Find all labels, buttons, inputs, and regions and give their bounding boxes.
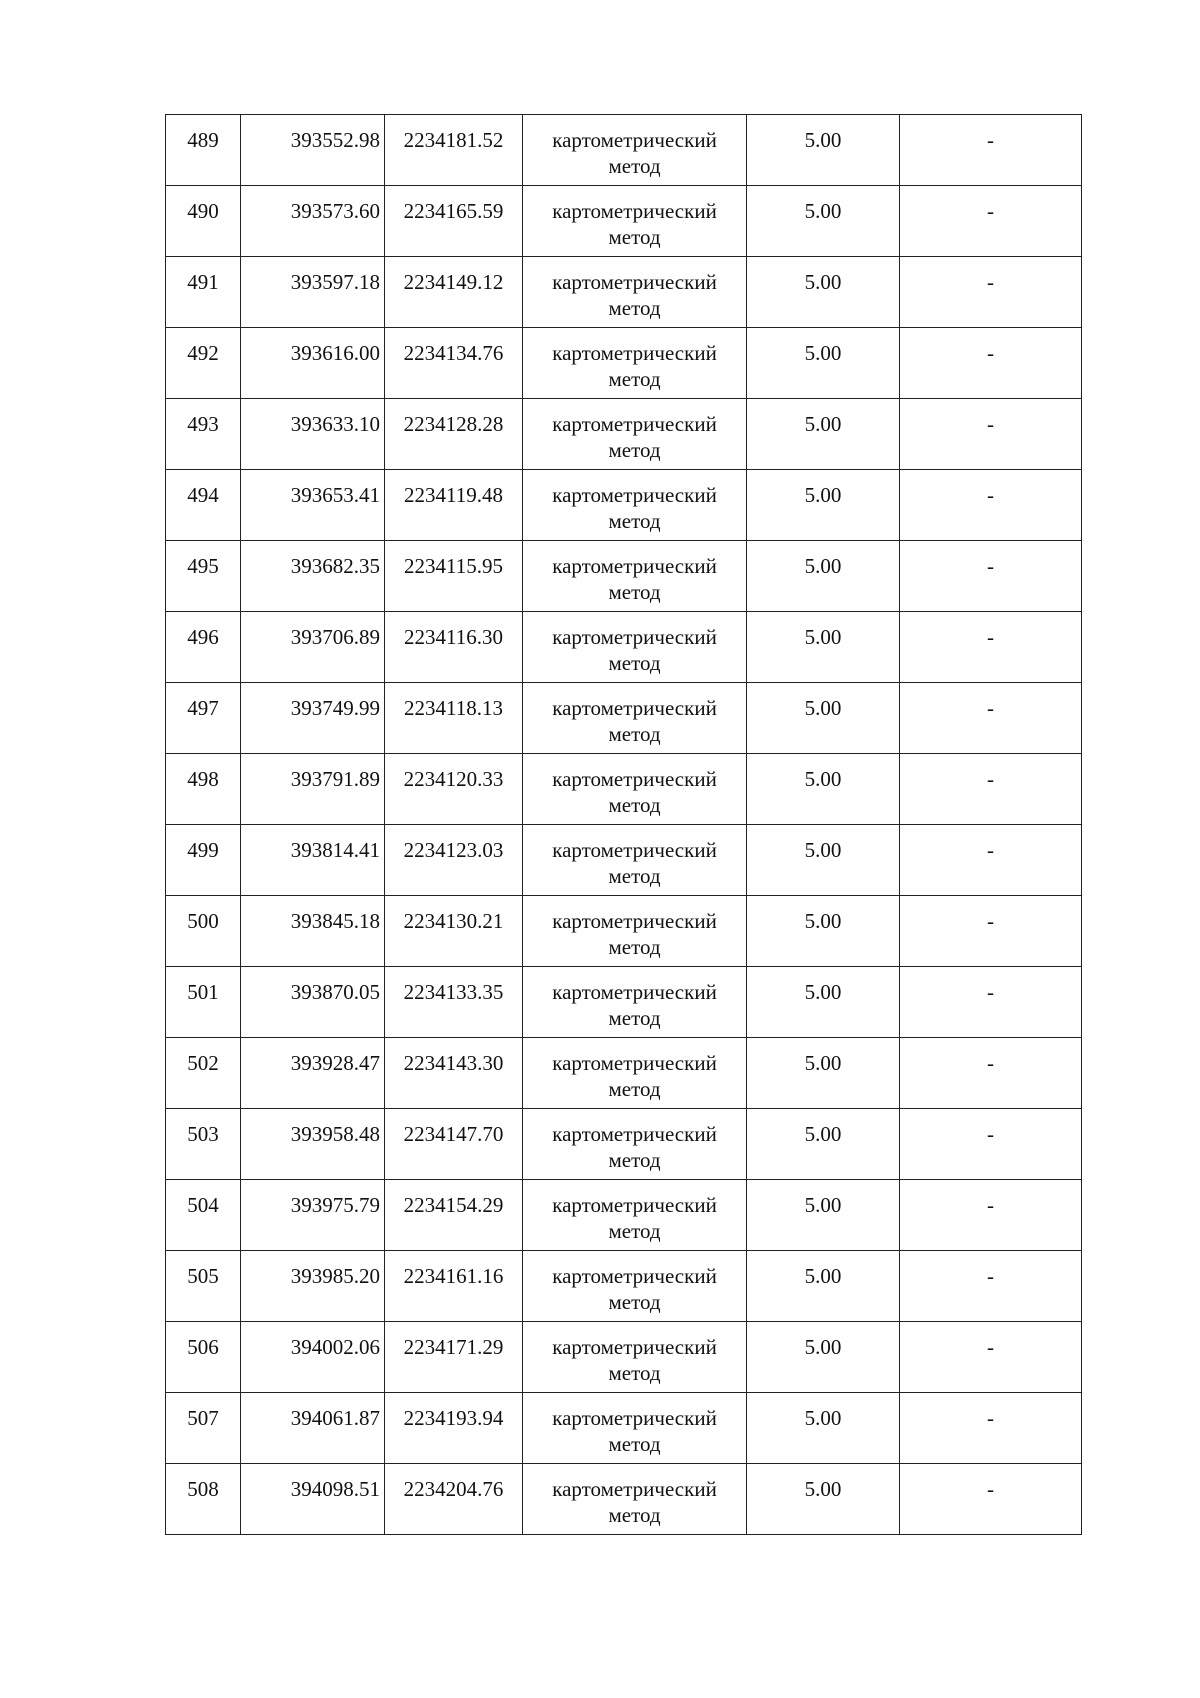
y-coordinate-cell: 2234147.70 [385,1109,523,1180]
x-coordinate-cell: 393814.41 [241,825,385,896]
note-cell: - [900,115,1082,186]
x-coordinate-cell: 393791.89 [241,754,385,825]
table-row [166,186,1082,257]
method-cell [523,257,747,328]
note-cell: - [900,683,1082,754]
x-coordinate-cell: 393975.79 [241,1180,385,1251]
x-coordinate-cell: 393870.05 [241,967,385,1038]
table-row [166,399,1082,470]
y-coordinate-cell: 2234116.30 [385,612,523,683]
method-text-line-2: метод [608,1290,661,1314]
x-coordinate-cell: 394002.06 [241,1322,385,1393]
method-text-line-2: метод [608,1432,661,1456]
y-coordinate-cell: 2234193.94 [385,1393,523,1464]
point-number-cell: 489 [166,115,241,186]
method-text-line-1: картометрический [552,909,717,933]
x-coordinate-cell: 393706.89 [241,612,385,683]
accuracy-cell: 5.00 [747,683,900,754]
table-row [166,967,1082,1038]
x-coordinate-cell: 393985.20 [241,1251,385,1322]
y-coordinate-cell: 2234171.29 [385,1322,523,1393]
note-cell: - [900,257,1082,328]
method-text-line-1: картометрический [552,696,717,720]
method-cell [523,1393,747,1464]
method-cell [523,186,747,257]
x-coordinate-cell: 393928.47 [241,1038,385,1109]
point-number-cell: 504 [166,1180,241,1251]
table-row [166,612,1082,683]
method-text-line-1: картометрический [552,1193,717,1217]
table-row [166,1109,1082,1180]
x-coordinate-cell: 393616.00 [241,328,385,399]
table-row [166,683,1082,754]
method-cell [523,896,747,967]
y-coordinate-cell: 2234118.13 [385,683,523,754]
accuracy-cell: 5.00 [747,825,900,896]
table-row [166,1251,1082,1322]
point-number-cell: 505 [166,1251,241,1322]
accuracy-cell: 5.00 [747,1322,900,1393]
accuracy-cell: 5.00 [747,470,900,541]
method-cell [523,754,747,825]
accuracy-cell: 5.00 [747,257,900,328]
note-cell: - [900,1251,1082,1322]
method-cell [523,328,747,399]
method-cell [523,115,747,186]
method-text-line-2: метод [608,438,661,462]
y-coordinate-cell: 2234123.03 [385,825,523,896]
method-text-line-1: картометрический [552,980,717,1004]
method-text-line-2: метод [608,154,661,178]
method-text-line-2: метод [608,509,661,533]
accuracy-cell: 5.00 [747,328,900,399]
point-number-cell: 506 [166,1322,241,1393]
method-text-line-2: метод [608,793,661,817]
note-cell: - [900,541,1082,612]
y-coordinate-cell: 2234115.95 [385,541,523,612]
note-cell: - [900,612,1082,683]
note-cell: - [900,967,1082,1038]
method-text-line-2: метод [608,1361,661,1385]
table-row [166,1322,1082,1393]
note-cell: - [900,1393,1082,1464]
accuracy-cell: 5.00 [747,896,900,967]
x-coordinate-cell: 393633.10 [241,399,385,470]
y-coordinate-cell: 2234120.33 [385,754,523,825]
method-text-line-1: картометрический [552,1051,717,1075]
accuracy-cell: 5.00 [747,1393,900,1464]
note-cell: - [900,1180,1082,1251]
x-coordinate-cell: 393845.18 [241,896,385,967]
table-row [166,754,1082,825]
method-text-line-1: картометрический [552,838,717,862]
x-coordinate-cell: 393749.99 [241,683,385,754]
method-text-line-2: метод [608,580,661,604]
point-number-cell: 500 [166,896,241,967]
table-row [166,541,1082,612]
x-coordinate-cell: 393653.41 [241,470,385,541]
table-row [166,1464,1082,1535]
table-row [166,1038,1082,1109]
coordinates-table-body [166,115,1082,1535]
method-text-line-1: картометрический [552,554,717,578]
method-cell [523,967,747,1038]
y-coordinate-cell: 2234204.76 [385,1464,523,1535]
table-row [166,1393,1082,1464]
note-cell: - [900,470,1082,541]
accuracy-cell: 5.00 [747,754,900,825]
point-number-cell: 502 [166,1038,241,1109]
y-coordinate-cell: 2234154.29 [385,1180,523,1251]
y-coordinate-cell: 2234149.12 [385,257,523,328]
method-text-line-1: картометрический [552,1477,717,1501]
method-text-line-2: метод [608,296,661,320]
method-text-line-2: метод [608,367,661,391]
method-text-line-1: картометрический [552,483,717,507]
method-cell [523,825,747,896]
table-row [166,470,1082,541]
accuracy-cell: 5.00 [747,612,900,683]
note-cell: - [900,825,1082,896]
point-number-cell: 494 [166,470,241,541]
method-cell [523,1109,747,1180]
method-text-line-1: картометрический [552,341,717,365]
accuracy-cell: 5.00 [747,1180,900,1251]
method-cell [523,1322,747,1393]
point-number-cell: 492 [166,328,241,399]
point-number-cell: 501 [166,967,241,1038]
x-coordinate-cell: 393682.35 [241,541,385,612]
table-row [166,257,1082,328]
method-text-line-1: картометрический [552,1264,717,1288]
method-text-line-1: картометрический [552,767,717,791]
note-cell: - [900,1109,1082,1180]
point-number-cell: 490 [166,186,241,257]
accuracy-cell: 5.00 [747,541,900,612]
method-text-line-1: картометрический [552,128,717,152]
x-coordinate-cell: 393573.60 [241,186,385,257]
note-cell: - [900,1464,1082,1535]
note-cell: - [900,186,1082,257]
y-coordinate-cell: 2234134.76 [385,328,523,399]
method-cell [523,1251,747,1322]
method-text-line-2: метод [608,1077,661,1101]
x-coordinate-cell: 393552.98 [241,115,385,186]
accuracy-cell: 5.00 [747,1038,900,1109]
point-number-cell: 503 [166,1109,241,1180]
table-row [166,896,1082,967]
x-coordinate-cell: 394098.51 [241,1464,385,1535]
x-coordinate-cell: 393597.18 [241,257,385,328]
accuracy-cell: 5.00 [747,1251,900,1322]
y-coordinate-cell: 2234143.30 [385,1038,523,1109]
method-text-line-1: картометрический [552,625,717,649]
method-text-line-1: картометрический [552,1122,717,1146]
point-number-cell: 491 [166,257,241,328]
x-coordinate-cell: 394061.87 [241,1393,385,1464]
note-cell: - [900,896,1082,967]
note-cell: - [900,754,1082,825]
method-text-line-2: метод [608,651,661,675]
accuracy-cell: 5.00 [747,1464,900,1535]
method-cell [523,399,747,470]
note-cell: - [900,1038,1082,1109]
accuracy-cell: 5.00 [747,115,900,186]
method-text-line-2: метод [608,225,661,249]
point-number-cell: 496 [166,612,241,683]
point-number-cell: 499 [166,825,241,896]
method-text-line-2: метод [608,864,661,888]
method-text-line-1: картометрический [552,270,717,294]
method-text-line-2: метод [608,1006,661,1030]
table-row [166,115,1082,186]
point-number-cell: 497 [166,683,241,754]
method-text-line-1: картометрический [552,412,717,436]
y-coordinate-cell: 2234130.21 [385,896,523,967]
note-cell: - [900,399,1082,470]
accuracy-cell: 5.00 [747,186,900,257]
y-coordinate-cell: 2234181.52 [385,115,523,186]
note-cell: - [900,328,1082,399]
table-row [166,328,1082,399]
y-coordinate-cell: 2234119.48 [385,470,523,541]
method-text-line-2: метод [608,935,661,959]
point-number-cell: 507 [166,1393,241,1464]
method-text-line-1: картометрический [552,1406,717,1430]
method-cell [523,683,747,754]
method-cell [523,1038,747,1109]
method-cell [523,541,747,612]
point-number-cell: 508 [166,1464,241,1535]
point-number-cell: 498 [166,754,241,825]
accuracy-cell: 5.00 [747,399,900,470]
method-text-line-2: метод [608,1148,661,1172]
point-number-cell: 493 [166,399,241,470]
method-cell [523,1464,747,1535]
method-cell [523,470,747,541]
method-cell [523,612,747,683]
method-cell [523,1180,747,1251]
table-row [166,825,1082,896]
method-text-line-1: картометрический [552,1335,717,1359]
method-text-line-2: метод [608,1503,661,1527]
accuracy-cell: 5.00 [747,1109,900,1180]
method-text-line-2: метод [608,722,661,746]
table-row [166,1180,1082,1251]
accuracy-cell: 5.00 [747,967,900,1038]
note-cell: - [900,1322,1082,1393]
method-text-line-1: картометрический [552,199,717,223]
point-number-cell: 495 [166,541,241,612]
y-coordinate-cell: 2234161.16 [385,1251,523,1322]
x-coordinate-cell: 393958.48 [241,1109,385,1180]
method-text-line-2: метод [608,1219,661,1243]
coordinates-table [165,114,1082,1535]
y-coordinate-cell: 2234165.59 [385,186,523,257]
y-coordinate-cell: 2234133.35 [385,967,523,1038]
y-coordinate-cell: 2234128.28 [385,399,523,470]
